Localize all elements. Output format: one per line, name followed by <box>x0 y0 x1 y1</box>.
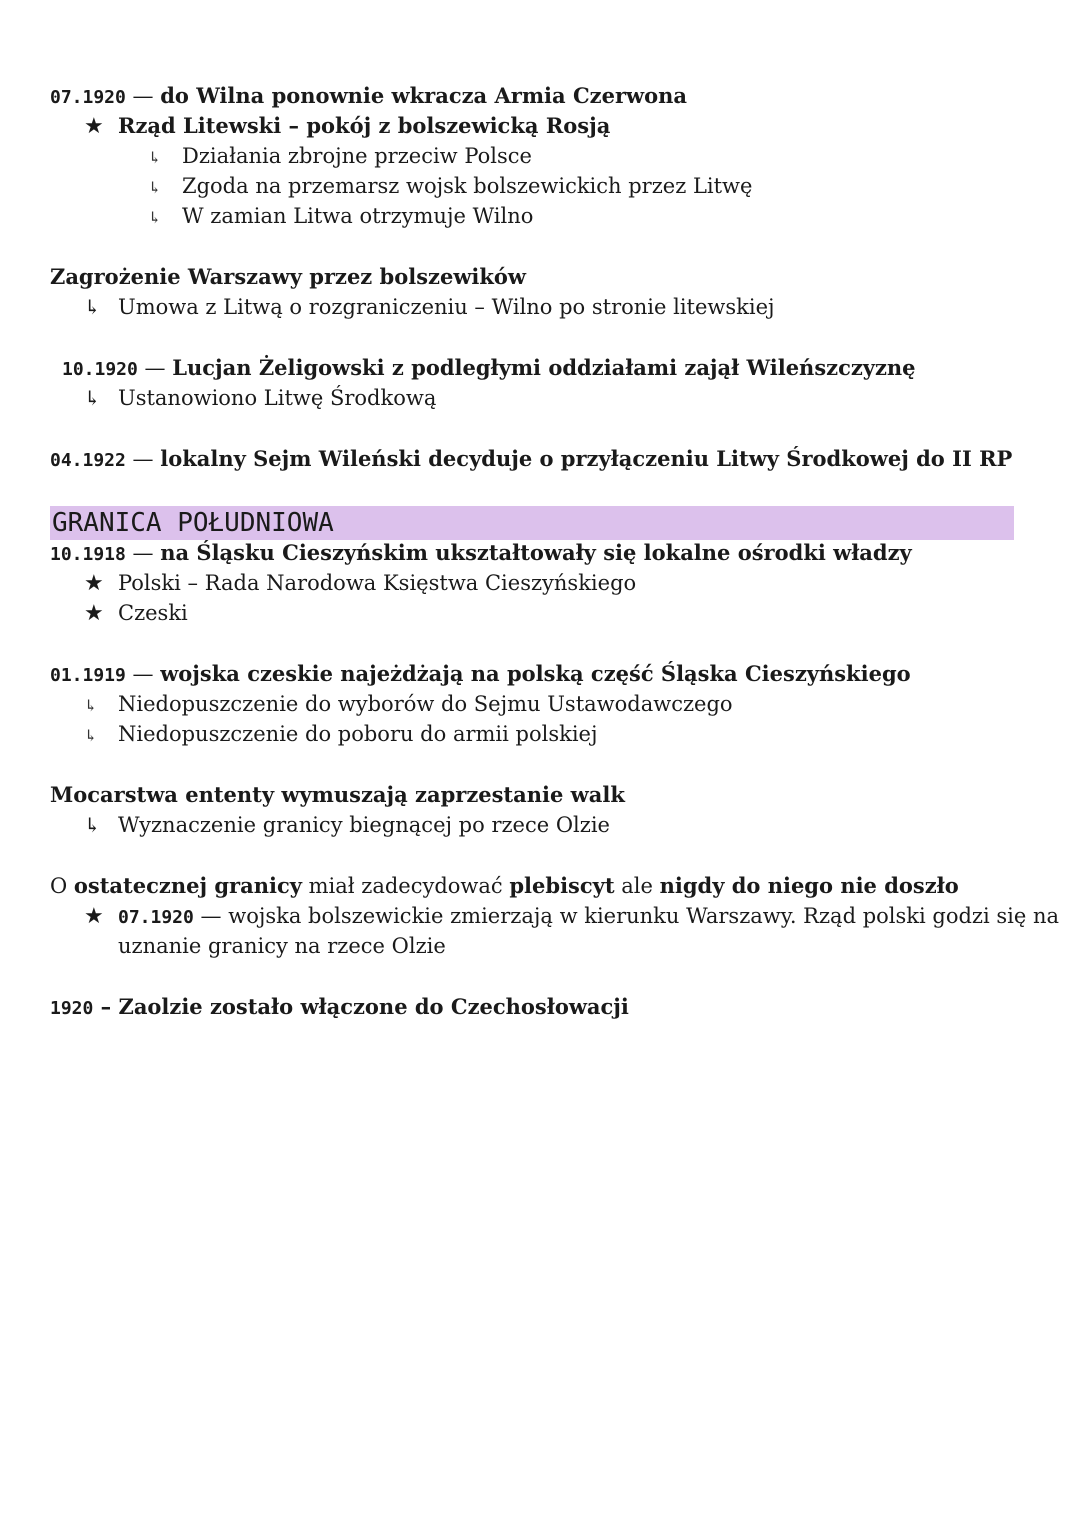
arrow-icon: ↳ <box>148 178 162 197</box>
sub-item: ↳ Umowa z Litwą o rozgraniczeniu – Wilno po stronie litewskiej <box>84 292 775 322</box>
event-date: 07.1920 <box>118 907 194 928</box>
plebiscite-note: O ostatecznej granicy miał zadecydować plebiscyt ale nigdy do niego nie doszło <box>50 873 959 898</box>
star-item-continuation: uznanie granicy na rzece Olzie <box>118 934 446 958</box>
sub-item: ↳ Niedopuszczenie do poboru do armii polskiej <box>84 719 597 749</box>
star-item: ★ Polski – Rada Narodowa Księstwa Cieszyńskiego <box>84 568 636 598</box>
event-date: 10.1920 <box>62 359 138 380</box>
event-date: 10.1918 <box>50 544 126 565</box>
arrow-icon: ↳ <box>84 726 98 745</box>
star-icon: ★ <box>84 904 104 929</box>
sub-item: ↳ Zgoda na przemarsz wojsk bolszewickich przez Litwę <box>148 171 752 201</box>
arrow-icon: ↳ <box>84 696 98 715</box>
section-title: GRANICA POŁUDNIOWA <box>52 508 334 538</box>
sub-item: ↳ Niedopuszczenie do wyborów do Sejmu Ustawodawczego <box>84 689 733 719</box>
event-07-1920-wilno: 07.1920 — do Wilna ponownie wkracza Armia Czerwona <box>50 83 687 108</box>
arrow-icon: ↳ <box>84 386 101 410</box>
star-icon: ★ <box>84 571 104 596</box>
event-10-1918-cieszyn: 10.1918 — na Śląsku Cieszyńskim ukształtowały się lokalne ośrodki władzy <box>50 540 912 565</box>
event-date: 07.1920 <box>50 87 126 108</box>
event-date: 01.1919 <box>50 665 126 686</box>
sub-item: ↳ Ustanowiono Litwę Środkową <box>84 383 436 413</box>
heading-threat: Zagrożenie Warszawy przez bolszewików <box>50 264 527 289</box>
star-icon: ★ <box>84 114 104 139</box>
event-text: do Wilna ponownie wkracza Armia Czerwona <box>160 83 687 108</box>
star-item: ★ 07.1920 — wojska bolszewickie zmierzają w kierunku Warszawy. Rząd polski godzi się na <box>84 901 1059 931</box>
event-10-1920-zeligowski: 10.1920 — Lucjan Żeligowski z podległymi oddziałami zajął Wileńszczyznę <box>62 355 916 380</box>
arrow-icon: ↳ <box>148 208 162 227</box>
event-1920-zaolzie: 1920 – Zaolzie zostało włączone do Czechosłowacji <box>50 994 629 1019</box>
event-date: 1920 <box>50 998 94 1019</box>
sub-item: ↳ W zamian Litwa otrzymuje Wilno <box>148 201 533 231</box>
star-item: ★ Czeski <box>84 598 188 628</box>
sub-item: ↳ Wyznaczenie granicy biegnącej po rzece Olzie <box>84 810 610 840</box>
arrow-icon: ↳ <box>84 813 101 837</box>
star-item: ★ Rząd Litewski – pokój z bolszewicką Rosją <box>84 111 610 141</box>
event-01-1919-invasion: 01.1919 — wojska czeskie najeżdżają na polską część Śląska Cieszyńskiego <box>50 661 911 686</box>
arrow-icon: ↳ <box>84 295 101 319</box>
event-date: 04.1922 <box>50 450 126 471</box>
star-icon: ★ <box>84 601 104 626</box>
heading-entente: Mocarstwa ententy wymuszają zaprzestanie walk <box>50 782 625 807</box>
section-heading-south <box>50 506 1014 540</box>
arrow-icon: ↳ <box>148 148 162 167</box>
sub-item: ↳ Działania zbrojne przeciw Polsce <box>148 141 532 171</box>
event-04-1922-sejm: 04.1922 — lokalny Sejm Wileński decyduje o przyłączeniu Litwy Środkowej do II RP <box>50 446 1013 471</box>
